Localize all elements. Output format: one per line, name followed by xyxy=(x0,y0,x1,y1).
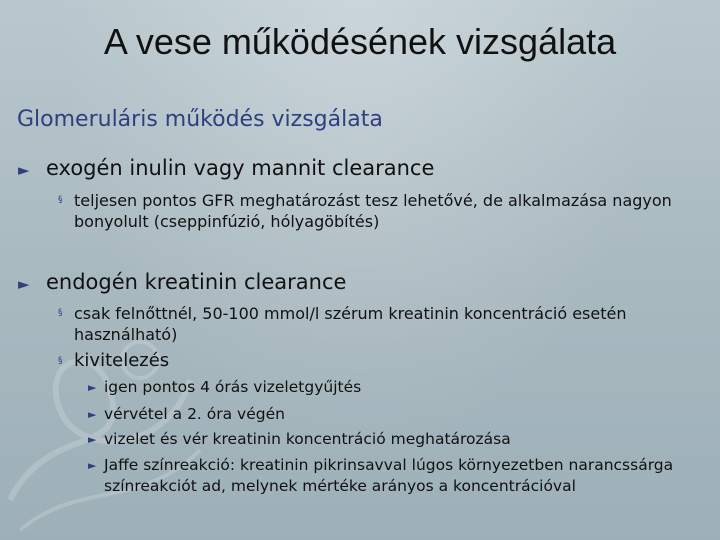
section-heading: Glomeruláris működés vizsgálata xyxy=(17,107,383,132)
step-text: Jaffe színreakció: kreatinin pikrinsavval lúgos környezetben narancssárga színreakciót ad, melynek mértéke arányos a koncentrációval xyxy=(104,456,674,495)
bullet-endogen-clearance xyxy=(18,270,346,295)
bullet-arrow-icon: ► xyxy=(18,161,30,179)
bullet-exogen-clearance xyxy=(18,156,434,181)
sub-bullet-text: teljesen pontos GFR meghatározást tesz lehetővé, de alkalmazása nagyon bonyolult (cseppinfúzió, hólyagöbítés) xyxy=(74,191,672,231)
step-item xyxy=(88,404,698,425)
step-item xyxy=(88,377,698,398)
step-text: igen pontos 4 órás vizeletgyűjtés xyxy=(104,378,362,396)
section-sign-icon: § xyxy=(58,308,63,318)
step-arrow-icon: ► xyxy=(88,459,97,472)
step-item xyxy=(88,429,698,450)
slide-title: A vese működésének vizsgálata xyxy=(103,21,617,62)
sub-bullet-text: kivitelezés xyxy=(74,350,170,371)
section-sign-icon: § xyxy=(58,195,63,205)
step-item xyxy=(88,455,698,497)
step-arrow-icon: ► xyxy=(88,433,97,446)
step-arrow-icon: ► xyxy=(88,381,97,394)
bullet-text: endogén kreatinin clearance xyxy=(46,270,347,294)
step-arrow-icon: ► xyxy=(88,408,97,421)
sub-bullet-kivitelezes xyxy=(58,350,698,372)
sub-bullet-text: csak felnőttnél, 50-100 mmol/l szérum kreatinin koncentráció esetén használható) xyxy=(74,304,627,344)
sub-bullet-adult xyxy=(58,303,698,345)
step-text: vizelet és vér kreatinin koncentráció meghatározása xyxy=(104,430,511,448)
section-sign-icon: § xyxy=(58,356,63,366)
bullet-text: exogén inulin vagy mannit clearance xyxy=(46,156,435,180)
step-text: vérvétel a 2. óra végén xyxy=(104,405,285,423)
sub-bullet-gfr xyxy=(58,190,698,232)
bullet-arrow-icon: ► xyxy=(18,275,30,293)
